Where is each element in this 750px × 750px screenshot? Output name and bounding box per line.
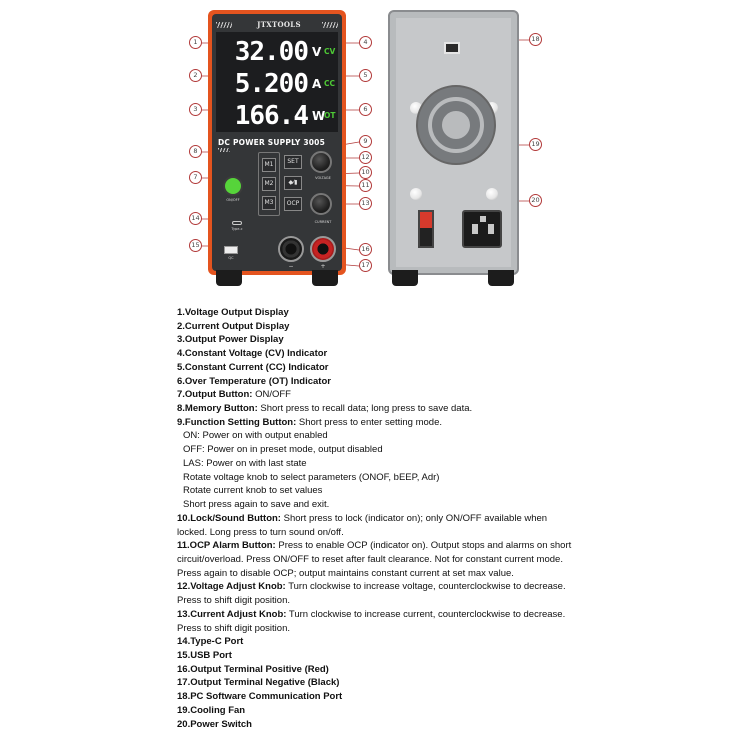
lcd-display <box>216 32 338 132</box>
output-on-off-button[interactable] <box>225 178 241 194</box>
legend-item-title: 9.Function Setting Button: <box>177 416 297 428</box>
legend-item-title: 11.OCP Alarm Button: <box>177 540 276 552</box>
negative-terminal[interactable] <box>278 236 304 262</box>
legend-item-title: 12.Voltage Adjust Knob: <box>177 581 286 593</box>
legend-line <box>177 375 577 389</box>
feature-legend <box>177 306 577 731</box>
callout-10: 10 <box>359 166 372 179</box>
power-unit: W <box>312 109 326 123</box>
screw-icon <box>410 188 422 200</box>
memory-button-group <box>258 152 280 216</box>
legend-line <box>177 580 577 607</box>
back-panel-face <box>396 18 511 267</box>
legend-item-title: 15.USB Port <box>177 649 232 661</box>
screw-icon <box>486 188 498 200</box>
legend-item-title: 17.Output Terminal Negative (Black) <box>177 677 340 689</box>
legend-item-title: 5.Constant Current (CC) Indicator <box>177 361 329 373</box>
legend-line <box>177 663 577 677</box>
usb-port[interactable] <box>224 246 238 254</box>
callout-12: 12 <box>359 151 372 164</box>
legend-line <box>177 539 577 580</box>
legend-item-title: 7.Output Button: <box>177 389 253 401</box>
lock-sound-icon: ◆⁄▮ <box>288 179 298 186</box>
legend-line <box>177 471 577 485</box>
qc-label: QC <box>228 256 234 260</box>
legend-item-text: LAS: Power on with last state <box>183 457 307 469</box>
legend-item-text: OFF: Power on in preset mode, output disabled <box>183 444 383 456</box>
legend-item-title: 8.Memory Button: <box>177 403 258 415</box>
legend-line <box>177 429 577 443</box>
callout-6: 6 <box>359 103 372 116</box>
voltage-unit: V <box>312 45 322 59</box>
callout-7: 7 <box>189 171 202 184</box>
back-foot-right <box>488 270 514 286</box>
front-panel-face <box>212 14 342 271</box>
callout-15: 15 <box>189 239 202 252</box>
callout-5: 5 <box>359 69 372 82</box>
legend-line <box>177 320 577 334</box>
back-panel <box>388 10 519 275</box>
ac-power-inlet[interactable] <box>462 210 502 248</box>
cc-indicator: CC <box>324 79 336 88</box>
memory-m3-button[interactable]: M3 <box>262 196 276 210</box>
memory-m1-button[interactable]: M1 <box>262 158 276 172</box>
type-c-label: Type-c <box>231 227 243 231</box>
lock-sound-button[interactable] <box>284 176 302 190</box>
inlet-pin <box>488 224 494 234</box>
ot-indicator: OT <box>324 111 336 120</box>
legend-line <box>177 649 577 663</box>
pc-communication-port[interactable] <box>444 42 460 54</box>
legend-item-text: ON: Power on with output enabled <box>183 430 328 442</box>
callout-17: 17 <box>359 259 372 272</box>
legend-item-title: 1.Voltage Output Display <box>177 307 289 318</box>
legend-line <box>177 416 577 430</box>
legend-line <box>177 635 577 649</box>
type-c-port[interactable] <box>232 221 242 225</box>
legend-item-text: Short press to lock (indicator on); only ON/OFF available when locked. Long press to turn sound on/off. <box>177 512 548 538</box>
legend-line <box>177 676 577 690</box>
current-knob-label: CURRENT <box>314 220 332 224</box>
legend-item-text: Rotate current knob to set values <box>183 485 323 497</box>
power-switch[interactable] <box>418 210 434 248</box>
callout-1: 1 <box>189 36 202 49</box>
fan-hub <box>442 111 470 139</box>
legend-line <box>177 333 577 347</box>
voltage-readout: 32.00 <box>234 37 308 67</box>
voltage-knob-label: VOLTAGE <box>315 176 331 180</box>
legend-item-title: 19.Cooling Fan <box>177 704 246 716</box>
legend-line <box>177 457 577 471</box>
on-off-label: ON/OFF <box>226 198 240 202</box>
legend-item-text: Turn clockwise to increase voltage, counterclockwise to decrease. Press to shift digit position. <box>177 581 566 607</box>
hatch-decoration <box>218 148 230 152</box>
negative-terminal-label: − <box>288 263 294 270</box>
callout-2: 2 <box>189 69 202 82</box>
front-foot-left <box>216 270 242 286</box>
legend-item-text: Turn clockwise to increase current, counterclockwise to decrease. Press to shift digit position. <box>177 608 566 634</box>
legend-item-title: 3.Output Power Display <box>177 334 284 346</box>
callout-18: 18 <box>529 33 542 46</box>
legend-item-title: 10.Lock/Sound Button: <box>177 512 281 524</box>
legend-line <box>177 388 577 402</box>
callout-8: 8 <box>189 145 202 158</box>
front-panel <box>208 10 346 275</box>
legend-line <box>177 306 577 320</box>
legend-line <box>177 718 577 732</box>
legend-item-title: 6.Over Temperature (OT) Indicator <box>177 375 331 387</box>
legend-line <box>177 608 577 635</box>
callout-11: 11 <box>359 179 372 192</box>
current-readout: 5.200 <box>234 69 308 99</box>
legend-line <box>177 512 577 539</box>
legend-item-text: Short press to recall data; long press to save data. <box>257 403 473 415</box>
legend-item-title: 2.Current Output Display <box>177 320 290 332</box>
legend-item-title: 18.PC Software Communication Port <box>177 691 343 703</box>
callout-20: 20 <box>529 194 542 207</box>
back-foot-left <box>392 270 418 286</box>
legend-item-text: Rotate voltage knob to select parameters (ONOF, bEEP, Adr) <box>183 471 440 483</box>
current-knob[interactable] <box>310 193 332 215</box>
legend-item-text: Short press to enter setting mode. <box>296 416 443 428</box>
callout-9: 9 <box>359 135 372 148</box>
positive-terminal-label: + <box>320 263 326 270</box>
callout-3: 3 <box>189 103 202 116</box>
callout-13: 13 <box>359 197 372 210</box>
legend-line <box>177 498 577 512</box>
legend-item-title: 20.Power Switch <box>177 718 252 730</box>
legend-line <box>177 690 577 704</box>
callout-16: 16 <box>359 243 372 256</box>
legend-line <box>177 347 577 361</box>
callout-leader-lines <box>0 0 750 300</box>
legend-item-text: Press to enable OCP (indicator on). Output stops and alarms on short circuit/overload. Press ON/OFF to reset after fault clearance. Not for constant current mode. Press again to disable OCP; output maintains constant current at set max value. <box>177 540 572 579</box>
legend-item-title: 4.Constant Voltage (CV) Indicator <box>177 348 328 360</box>
voltage-knob[interactable] <box>310 151 332 173</box>
hatch-decoration <box>322 22 338 28</box>
legend-item-title: 14.Type-C Port <box>177 636 244 648</box>
front-foot-right <box>312 270 338 286</box>
inlet-pin <box>472 224 478 234</box>
brand-logo: JTXTOOLS <box>257 20 301 29</box>
legend-line <box>177 402 577 416</box>
cv-indicator: CV <box>324 47 336 56</box>
set-button[interactable]: SET <box>284 155 302 169</box>
legend-line <box>177 704 577 718</box>
callout-14: 14 <box>189 212 202 225</box>
callout-4: 4 <box>359 36 372 49</box>
memory-m2-button[interactable]: M2 <box>262 177 276 191</box>
cooling-fan <box>416 85 496 165</box>
positive-terminal[interactable] <box>310 236 336 262</box>
model-label: DC POWER SUPPLY 3005 <box>218 138 326 147</box>
inlet-pin <box>480 216 486 222</box>
power-switch-rocker <box>420 212 432 228</box>
legend-item-title: 16.Output Terminal Positive (Red) <box>177 663 329 675</box>
ocp-button[interactable]: OCP <box>284 197 302 211</box>
legend-item-text: ON/OFF <box>252 389 291 401</box>
current-unit: A <box>312 77 322 91</box>
legend-line <box>177 443 577 457</box>
power-readout: 166.4 <box>234 101 308 131</box>
legend-item-title: 13.Current Adjust Knob: <box>177 608 287 620</box>
callout-19: 19 <box>529 138 542 151</box>
legend-item-text: Short press again to save and exit. <box>183 499 330 511</box>
legend-line <box>177 361 577 375</box>
legend-line <box>177 484 577 498</box>
